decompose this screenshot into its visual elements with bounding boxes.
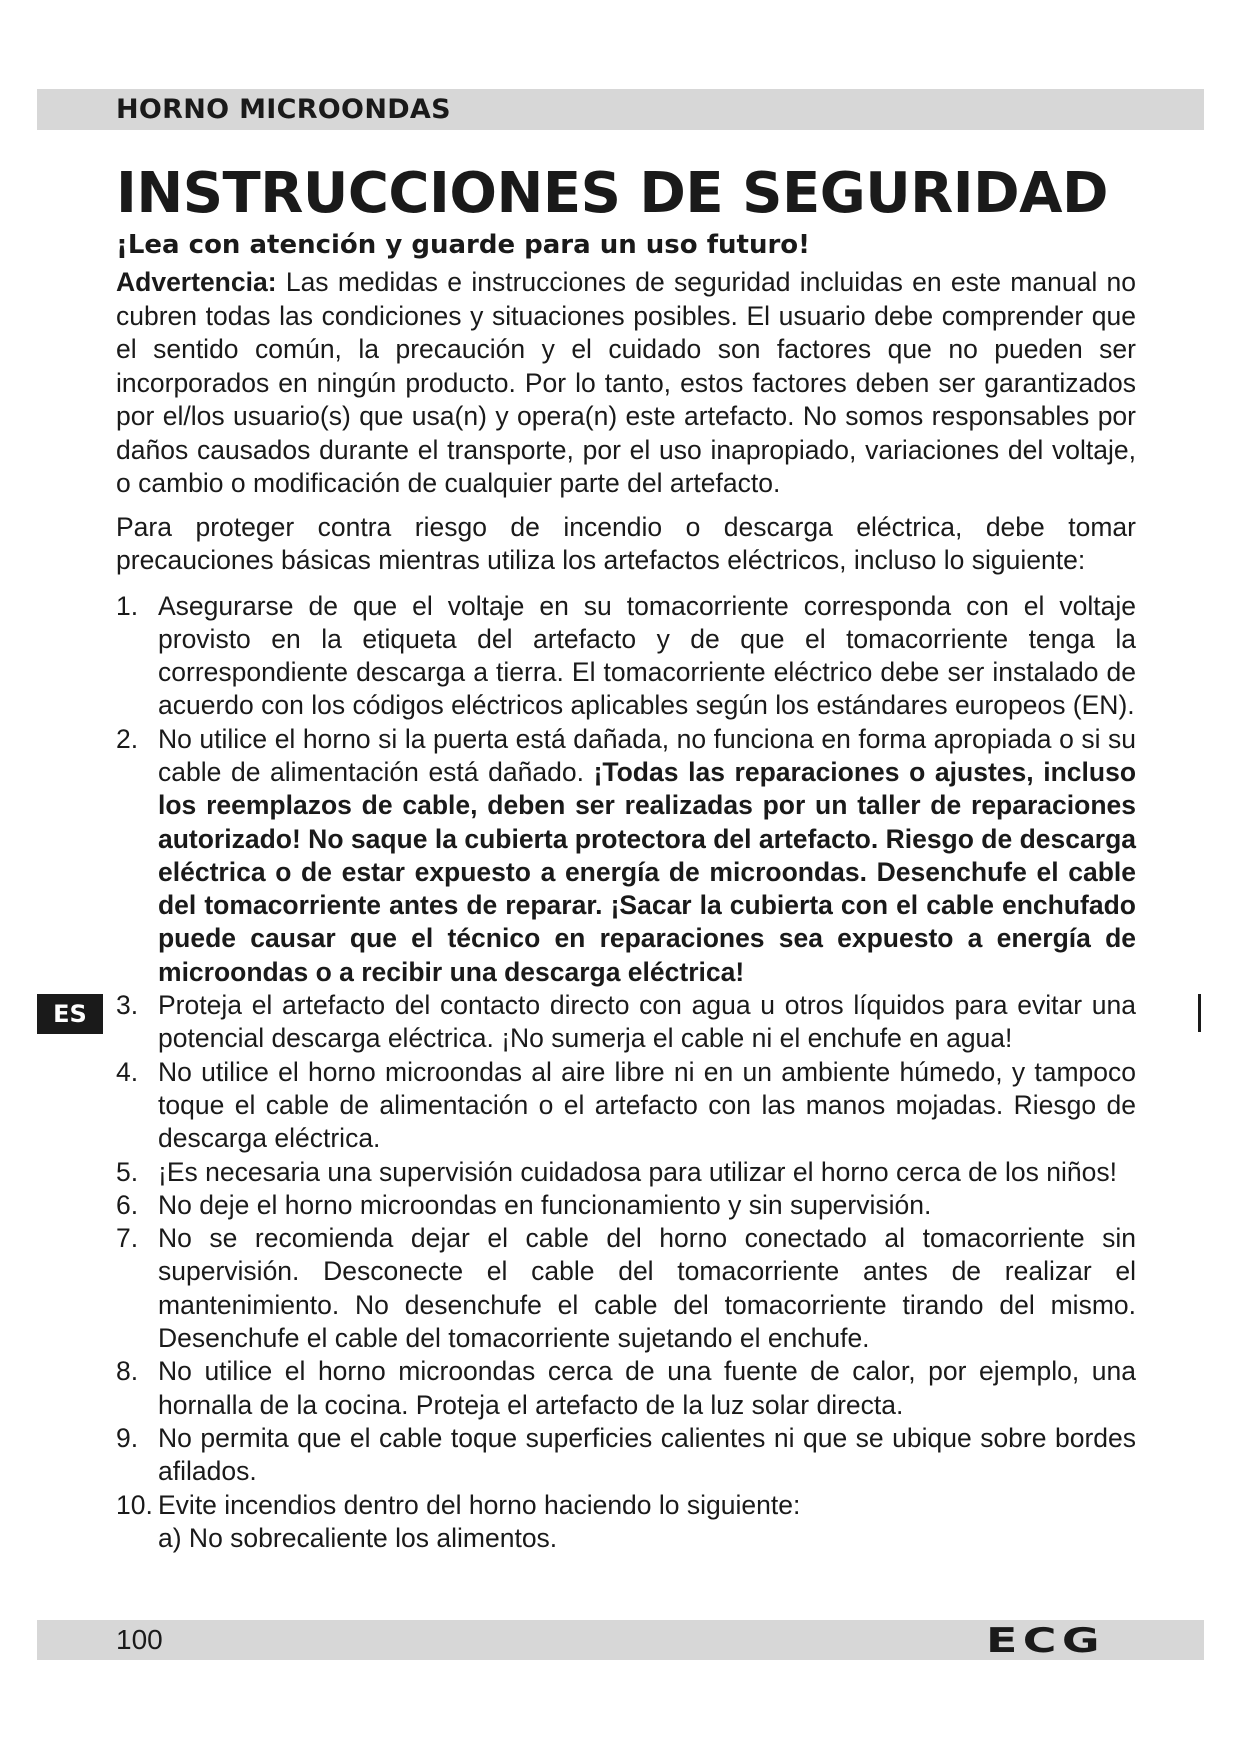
item-text: Asegurarse de que el voltaje en su tomacorriente corresponda con el voltaje provisto en la etiqueta del artefacto y de que el tomacorriente tenga la correspondiente descarga a tierra. El tomacorriente eléctrico debe ser instalado de acuerdo con los códigos eléctricos aplicables según los estándares europeos (EN). <box>158 590 1136 721</box>
item-number: 7. <box>116 1223 139 1254</box>
list-item <box>116 1056 1136 1156</box>
footer-band <box>37 1620 1204 1660</box>
item-number: 3. <box>116 990 139 1021</box>
list-item <box>116 1189 1136 1222</box>
item-text: No se recomienda dejar el cable del horno conectado al tomacorriente sin supervisión. Desconecte el cable del tomacorriente antes de realizar el mantenimiento. No desenchufe el cable del tomacorriente tirando del mismo. Desenchufe el cable del tomacorriente sujetando el enchufe. <box>158 1223 1136 1354</box>
item-text: Proteja el artefacto del contacto directo con agua u otros líquidos para evitar una potencial descarga eléctrica. ¡No sumerja el cable ni el enchufe en agua! <box>158 990 1136 1054</box>
item-number: 2. <box>116 723 139 754</box>
list-item <box>116 1489 1136 1556</box>
main-content <box>116 160 1136 1555</box>
list-item <box>116 723 1136 989</box>
list-item <box>116 989 1136 1056</box>
list-item <box>116 1422 1136 1489</box>
item-number: 10. <box>116 1489 153 1520</box>
warning-label: Advertencia: <box>116 267 277 297</box>
safety-rules-list <box>116 590 1136 1556</box>
list-item <box>116 1355 1136 1422</box>
item-text: No utilice el horno microondas al aire libre ni en un ambiente húmedo, y tampoco toque el cable de alimentación o el artefacto con las manos mojadas. Riesgo de descarga eléctrica. <box>158 1056 1136 1154</box>
header-band <box>37 89 1204 130</box>
item-number: 5. <box>116 1156 139 1187</box>
language-tab: ES <box>37 994 103 1034</box>
item-number: 4. <box>116 1056 139 1087</box>
edge-marker <box>1198 994 1201 1032</box>
item-number: 9. <box>116 1422 139 1453</box>
subtitle: ¡Lea con atención y guarde para un uso futuro! <box>116 230 810 260</box>
item-text: No utilice el horno si la puerta está dañada, no funciona en forma apropiada o si su cable de alimentación está dañado. <box>158 723 1136 787</box>
item-number: 1. <box>116 590 139 621</box>
item-number: 6. <box>116 1189 139 1220</box>
warning-text: Las medidas e instrucciones de seguridad incluidas en este manual no cubren todas las condiciones y situaciones posibles. El usuario debe comprender que el sentido común, la precaución y el cuidado son factores que no pueden ser incorporados en ningún producto. Por lo tanto, estos factores deben ser garantizados por el/los usuario(s) que usa(n) y opera(n) este artefacto. No somos responsables por daños causados durante el transporte, por el uso inapropiado, variaciones del voltaje, o cambio o modificación de cualquier parte del artefacto. <box>116 267 1136 498</box>
intro-paragraph: Para proteger contra riesgo de incendio o descarga eléctrica, debe tomar precauciones básicas mientras utiliza los artefactos eléctricos, incluso lo siguiente: <box>116 511 1136 575</box>
list-item <box>116 590 1136 723</box>
item-text: No utilice el horno microondas cerca de una fuente de calor, por ejemplo, una hornalla de la cocina. Proteja el artefacto de la luz solar directa. <box>158 1356 1136 1420</box>
item-bold-warning: ¡Todas las reparaciones o ajustes, incluso los reemplazos de cable, deben ser realizadas por un taller de reparaciones autorizado! No saque la cubierta protectora del artefacto. Riesgo de descarga eléctrica o de estar expuesto a energía de microondas. Desenchufe el cable del tomacorriente antes de reparar. ¡Sacar la cubierta con el cable enchufado puede causar que el técnico en reparaciones sea expuesto a energía de microondas o a recibir una descarga eléctrica! <box>158 756 1137 987</box>
list-item <box>116 1222 1136 1355</box>
page-number: 100 <box>116 1624 163 1655</box>
item-number: 8. <box>116 1356 139 1387</box>
list-item <box>116 1156 1136 1189</box>
brand-logo: ECG <box>986 1621 1105 1661</box>
item-text: ¡Es necesaria una supervisión cuidadosa para utilizar el horno cerca de los niños! <box>158 1156 1117 1187</box>
item-text: No permita que el cable toque superficies calientes ni que se ubique sobre bordes afilados. <box>158 1422 1136 1487</box>
warning-paragraph <box>116 266 1136 501</box>
page-title: INSTRUCCIONES DE SEGURIDAD <box>116 161 1108 226</box>
header-title: HORNO MICROONDAS <box>116 94 451 125</box>
item-text: No deje el horno microondas en funcionamiento y sin supervisión. <box>158 1189 932 1220</box>
item-text: Evite incendios dentro del horno haciendo lo siguiente: <box>158 1489 801 1520</box>
sub-item: a) No sobrecaliente los alimentos. <box>158 1522 558 1553</box>
